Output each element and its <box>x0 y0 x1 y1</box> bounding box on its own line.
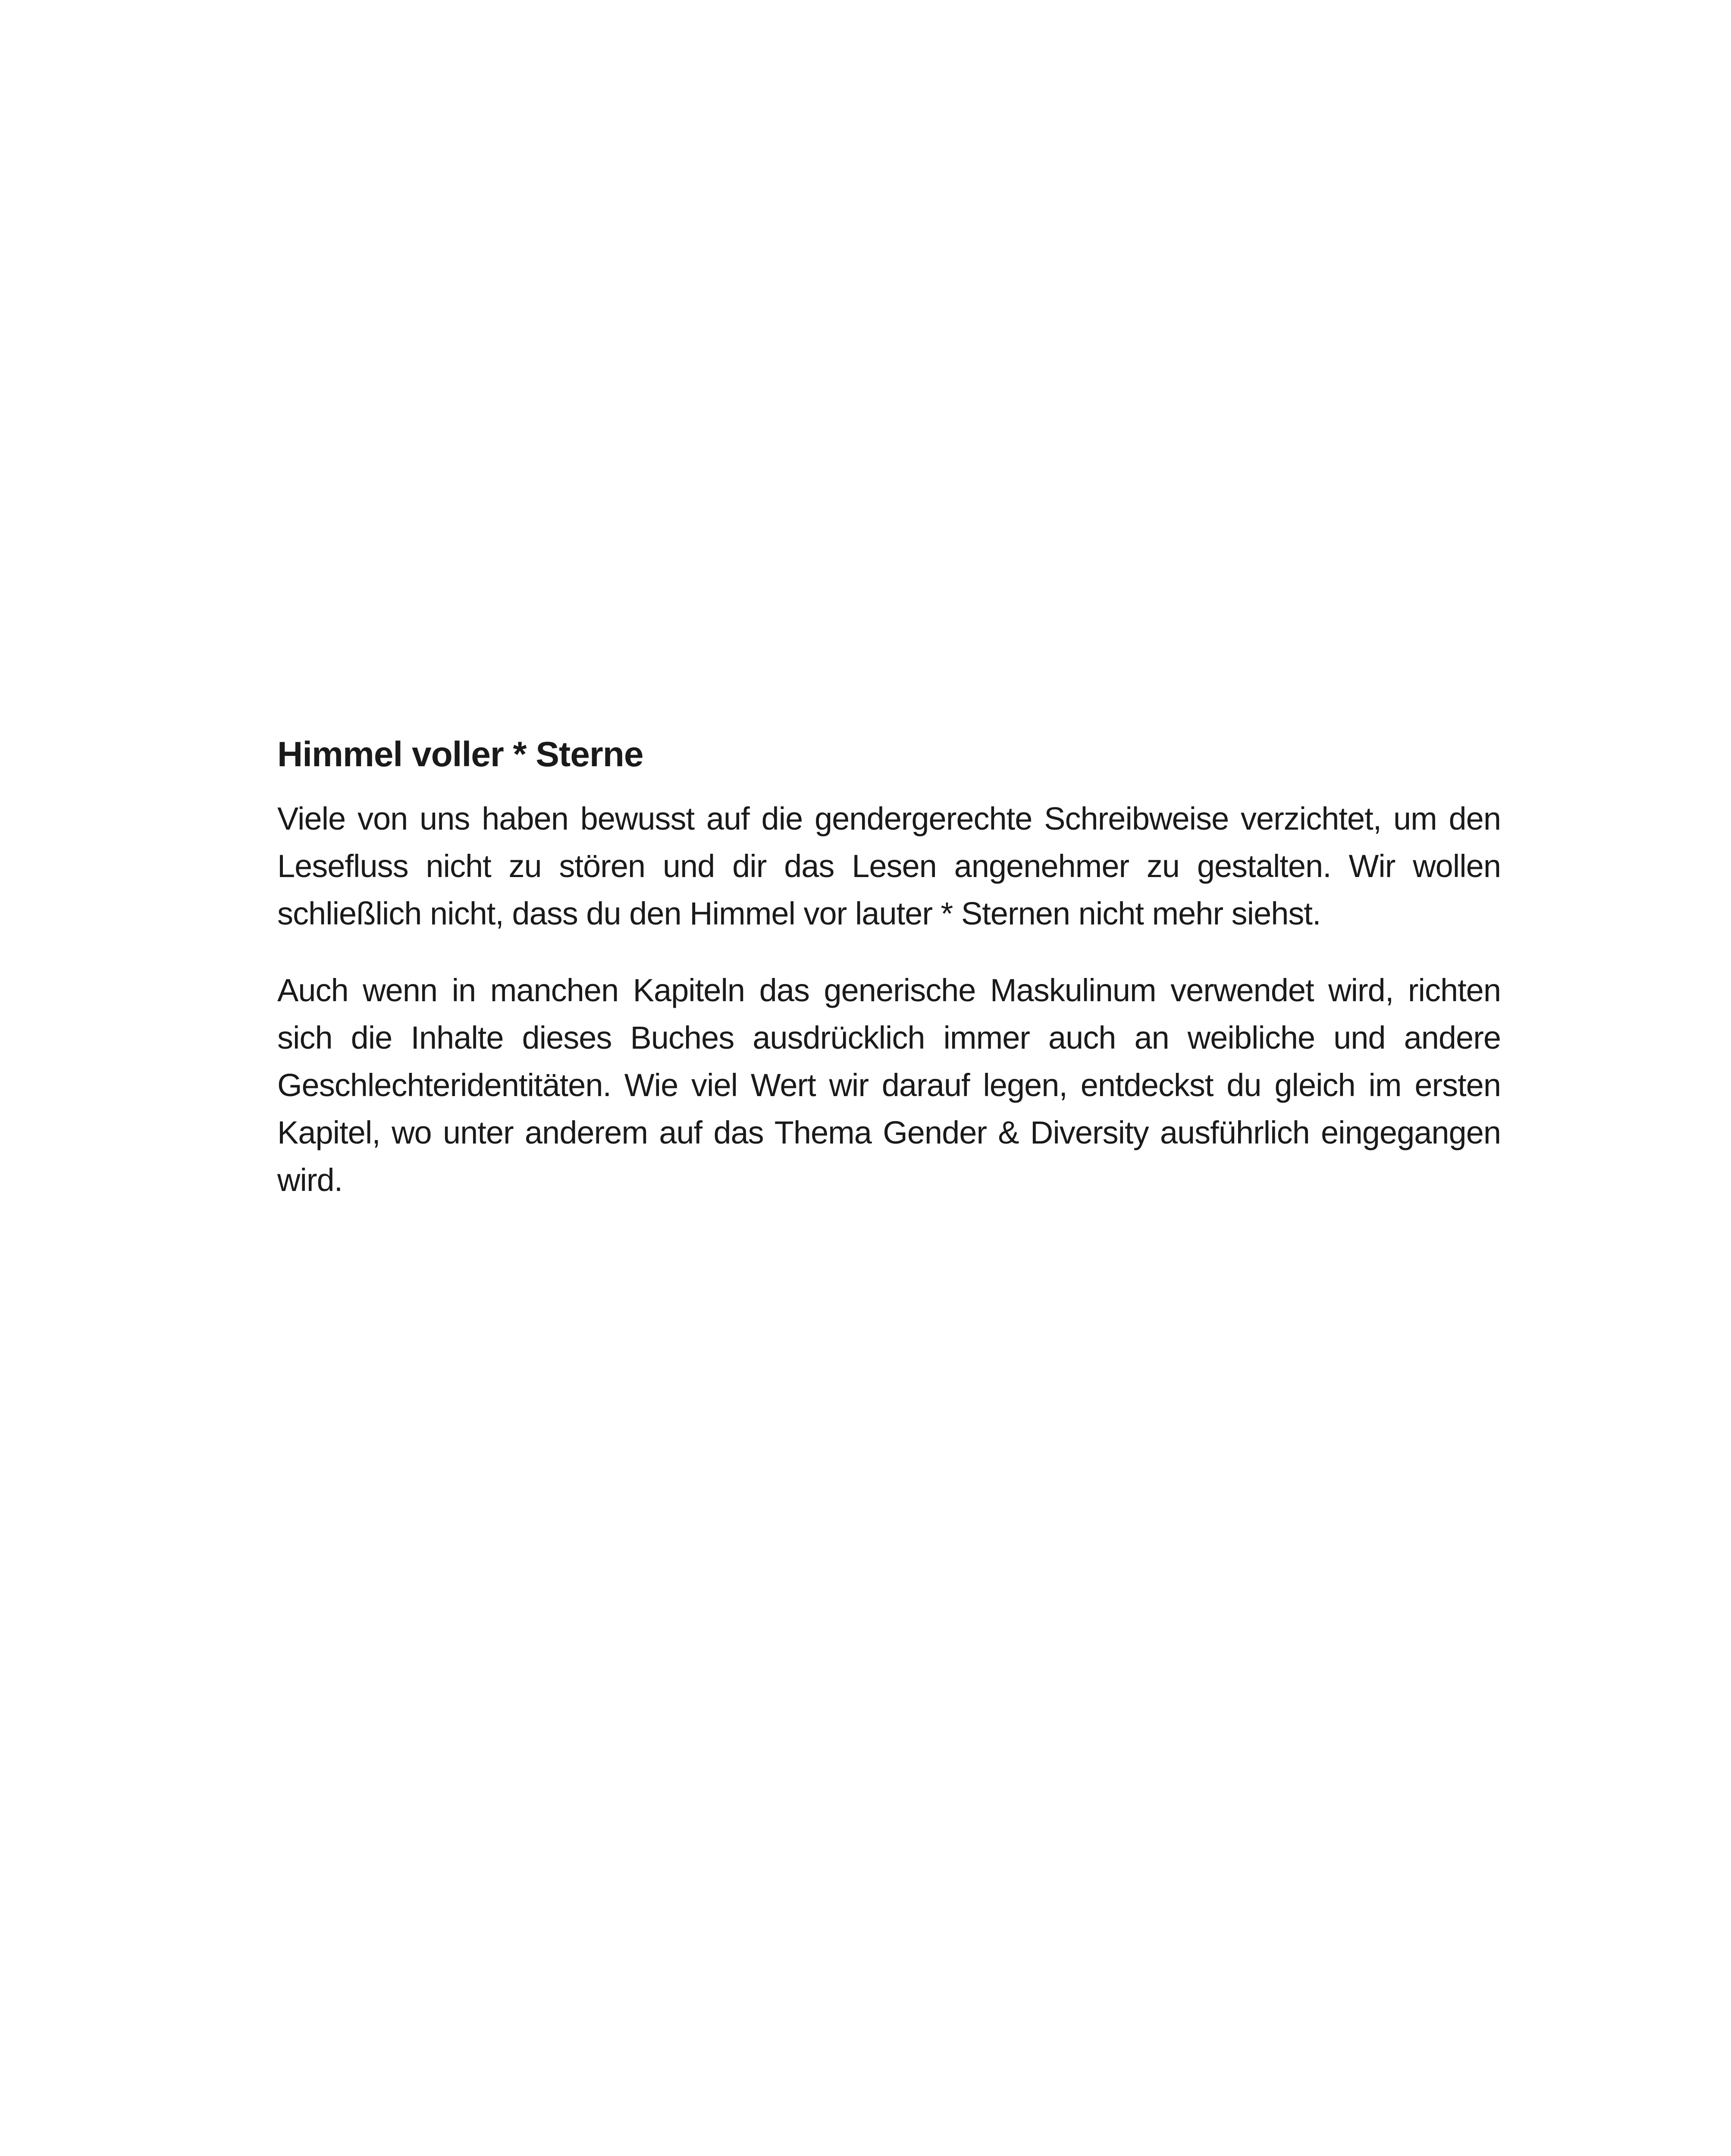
section-content <box>277 733 1501 1233</box>
body-paragraph: Viele von uns haben bewusst auf die gendergerechte Schreibweise verzichtet, um den Lesefluss nicht zu stören und dir das Lesen angenehmer zu gestalten. Wir wollen schließlich nicht, dass du den Himmel vor lauter * Sternen nicht mehr siehst. <box>277 801 1501 931</box>
section-heading: Himmel voller * Sterne <box>277 735 643 774</box>
body-paragraph: Auch wenn in manchen Kapiteln das generische Maskulinum verwendet wird, richten sich die Inhalte dieses Buches ausdrücklich immer auch an weibliche und andere Geschlechteridentitäten. Wie viel Wert wir darauf legen, entdeckst du gleich im ersten Kapitel, wo unter anderem auf das Thema Gender & Diversity ausführlich eingegangen wird. <box>277 972 1501 1198</box>
